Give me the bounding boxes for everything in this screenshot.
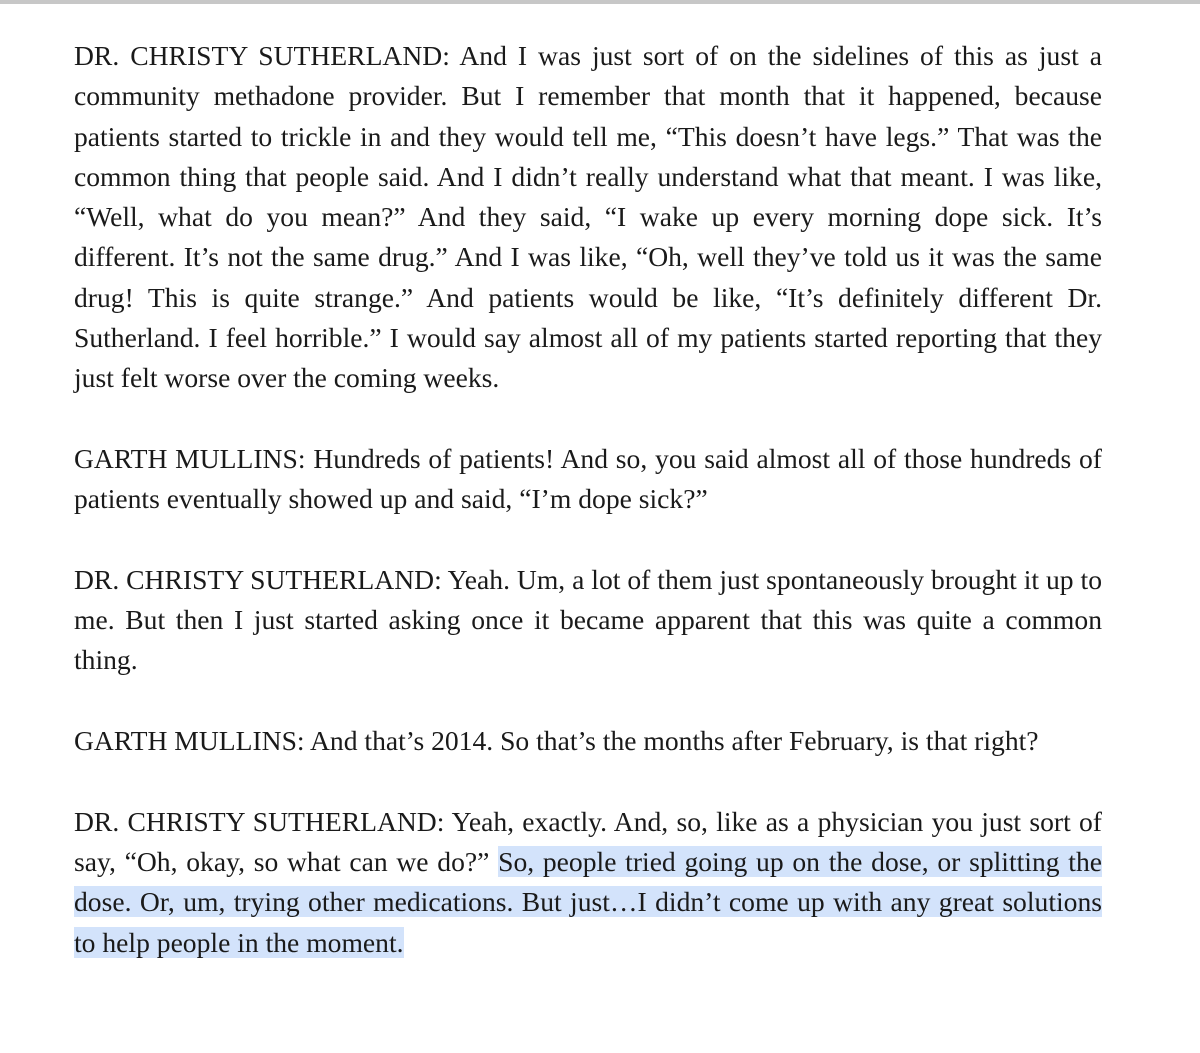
window-top-edge <box>0 0 1200 4</box>
document-page <box>74 36 1102 1003</box>
paragraph-text: And that’s 2014. So that’s the months after February, is that right? <box>309 725 1039 757</box>
transcript-paragraph <box>74 560 1102 681</box>
paragraph-text: Yeah, exactly. And, so, like as a physician you just sort of say, “Oh, okay, so what can we do?” <box>74 805 1103 877</box>
selected-text-highlight[interactable]: So, people tried going up on the dose, or splitting the dose. Or, um, trying other medications. But just…I didn’t come up with any great solutions to help people in the moment. <box>74 845 1102 958</box>
speaker-name: DR. CHRISTY SUTHERLAND: <box>74 805 445 837</box>
speaker-name: GARTH MULLINS: <box>74 442 306 474</box>
paragraph-text: And I was just sort of on the sidelines of this as just a community methadone provider. But I remember that month that it happened, because patients started to trickle in and they would tell me, “This doesn’t have legs.” That was the common thing that people said. And I didn’t really understand what that meant. I was like, “Well, what do you mean?” And they said, “I wake up every morning dope sick. It’s different. It’s not the same drug.” And I was like, “Oh, well they’ve told us it was the same drug! This is quite strange.” And patients would be like, “It’s definitely different Dr. Sutherland. I feel horrible.” I would say almost all of my patients started reporting that they just felt worse over the coming weeks. <box>74 40 1102 394</box>
speaker-name: GARTH MULLINS: <box>74 725 305 757</box>
speaker-name: DR. CHRISTY SUTHERLAND: <box>74 563 442 595</box>
transcript-paragraph <box>74 721 1102 761</box>
speaker-name: DR. CHRISTY SUTHERLAND: <box>74 40 450 71</box>
transcript-paragraph <box>74 36 1102 399</box>
paragraph-text: Hundreds of patients! And so, you said almost all of those hundreds of patients eventually showed up and said, “I’m dope sick?” <box>74 442 1102 515</box>
transcript-paragraph <box>74 439 1102 520</box>
transcript-paragraph <box>74 802 1102 963</box>
paragraph-text: Yeah. Um, a lot of them just spontaneously brought it up to me. But then I just started asking once it became apparent that this was quite a common thing. <box>74 563 1102 676</box>
